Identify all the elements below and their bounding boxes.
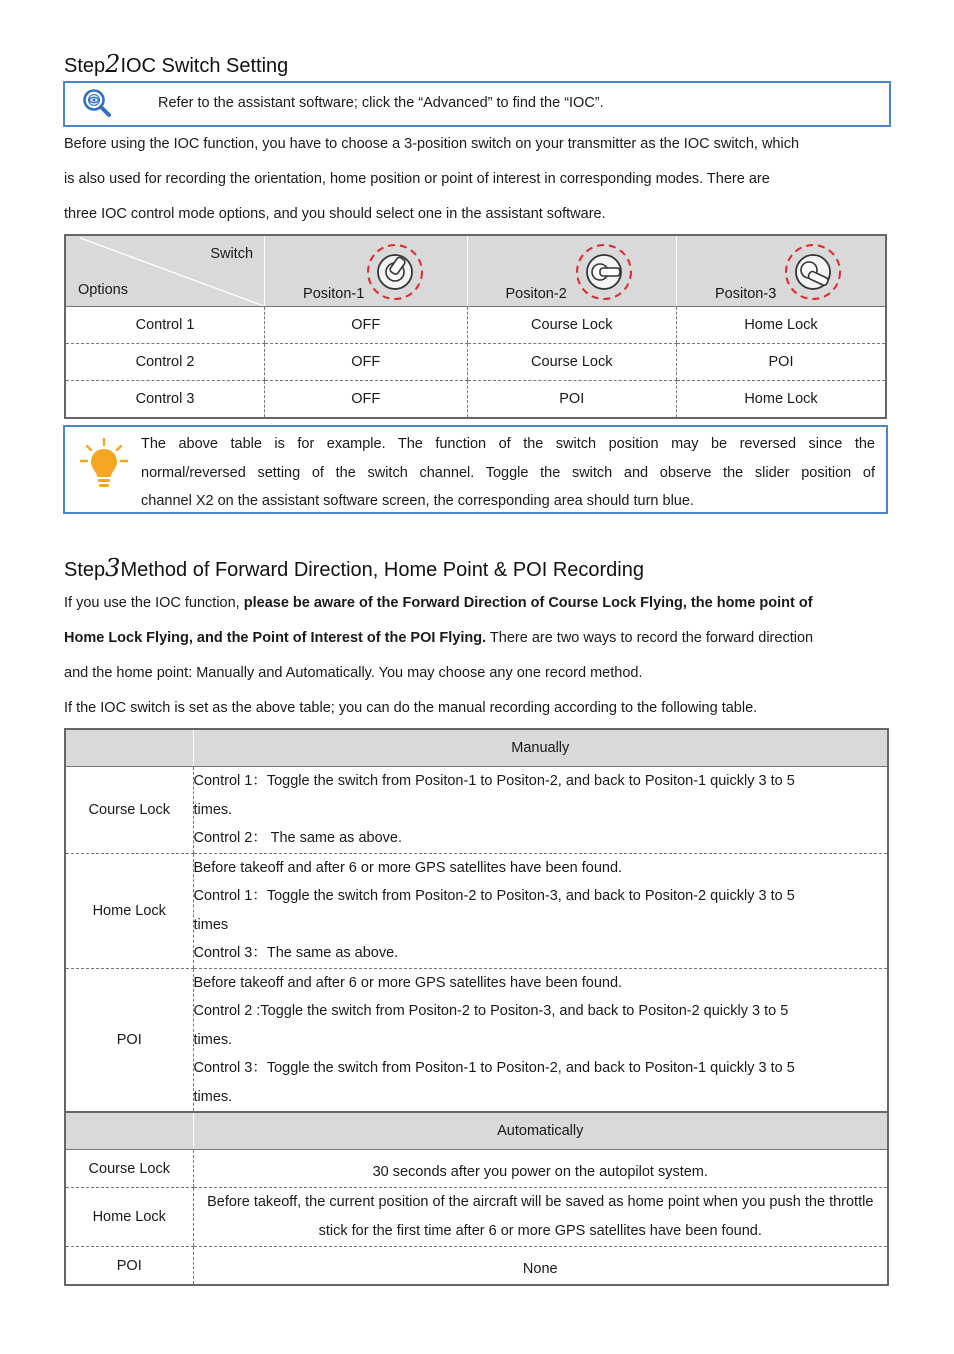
note-text-software: Refer to the assistant software; click the “Advanced” to find the “IOC”. [158, 95, 604, 111]
mode-cell: Course Lock [65, 1150, 193, 1188]
table-cell: POI [677, 344, 887, 381]
step3-title: Method of Forward Direction, Home Point & POI Recording [120, 559, 644, 581]
auto-description-cell: 30 seconds after you power on the autopilot system. [193, 1150, 888, 1188]
instruction-line: Before takeoff and after 6 or more GPS satellites have been found. [193, 859, 623, 876]
step2-title: IOC Switch Setting [120, 55, 289, 77]
corner-switch-label: Switch [210, 246, 254, 262]
instruction-cell [193, 968, 888, 1112]
ioc-mode-table [64, 234, 887, 419]
step2-number: 2 [105, 50, 121, 78]
text-span: There are two ways to record the forward direction [486, 630, 814, 646]
intro-line-2: is also used for recording the orientation, home position or point of interest in corresponding modes. There are [64, 171, 770, 187]
note-box-software [63, 81, 891, 127]
manual-header: Manually [193, 729, 888, 767]
table-cell: Course Lock [467, 307, 677, 344]
table-header-row [65, 235, 886, 307]
instruction-line: times. [193, 1031, 233, 1048]
position-label: Positon-2 [505, 286, 567, 302]
switch-icon [783, 242, 843, 302]
bold-text: Home Lock Flying, and the Point of Interest of the POI Flying. [64, 630, 487, 646]
intro-paragraph [64, 127, 884, 232]
table-row [65, 767, 888, 854]
blank-header-cell [65, 729, 193, 767]
table-cell: Home Lock [677, 381, 887, 419]
recording-paragraph [64, 586, 884, 726]
instruction-line: Control 1：Toggle the switch from Positon-1 to Positon-2, and back to Positon-1 quickly 3 to 5 [193, 773, 795, 789]
note-box-example [63, 425, 888, 514]
intro-line-1: Before using the IOC function, you have to choose a 3-position switch on your transmitter as the IOC switch, which [64, 136, 800, 152]
instruction-line: times [193, 916, 229, 933]
instruction-line: Control 2 :Toggle the switch from Positon-2 to Positon-3, and back to Positon-2 quickly 3 to 5 [193, 1003, 789, 1019]
switch-icon [574, 242, 634, 302]
step2-prefix: Step [64, 55, 106, 77]
table-cell: OFF [265, 307, 467, 344]
note-line-1: The above table is for example. The function of the switch position may be reversed since the [141, 436, 875, 452]
instruction-line: Control 3：The same as above. [193, 945, 399, 961]
intro-line-3: three IOC control mode options, and you should select one in the assistant software. [64, 206, 606, 222]
instruction-line: times. [193, 801, 233, 818]
auto-header-row [65, 1112, 888, 1150]
table-row [65, 381, 886, 419]
table-row [65, 968, 888, 1112]
table-cell: Course Lock [467, 344, 677, 381]
note-line-2: normal/reversed setting of the switch channel. Toggle the switch and observe the slider position of [141, 464, 875, 481]
magnifier-icon [81, 88, 113, 118]
position-1-header [265, 235, 467, 307]
table-cell: Home Lock [677, 307, 887, 344]
lightbulb-icon [79, 437, 129, 493]
option-cell: Control 2 [65, 344, 265, 381]
step2-heading [64, 50, 288, 78]
step3-heading [64, 554, 644, 582]
blank-header-cell [65, 1112, 193, 1150]
table-row [65, 307, 886, 344]
option-cell: Control 1 [65, 307, 265, 344]
instruction-line: Control 1：Toggle the switch from Positon-2 to Positon-3, and back to Positon-2 quickly 3 to 5 [193, 888, 795, 904]
position-label: Positon-1 [303, 286, 365, 302]
instruction-line: Control 3：Toggle the switch from Positon-1 to Positon-2, and back to Positon-1 quickly 3 to 5 [193, 1060, 795, 1076]
recording-method-table [64, 728, 889, 1286]
table-cell: OFF [265, 344, 467, 381]
table-row [65, 344, 886, 381]
instruction-line: Before takeoff and after 6 or more GPS satellites have been found. [193, 974, 623, 991]
mode-cell: Course Lock [65, 767, 193, 854]
manual-header-row [65, 729, 888, 767]
step3-number: 3 [105, 554, 121, 582]
instruction-cell [193, 767, 888, 854]
auto-description-cell: None [193, 1247, 888, 1286]
table-cell: OFF [265, 381, 467, 419]
mode-cell: Home Lock [65, 1188, 193, 1247]
note-line-3: channel X2 on the assistant software screen, the corresponding area should turn blue. [141, 493, 694, 509]
recording-line-2 [64, 621, 884, 656]
manual-intro-line: If the IOC switch is set as the above table; you can do the manual recording according to the following table. [64, 700, 758, 716]
table-row [65, 1247, 888, 1286]
instruction-line: times. [193, 1088, 233, 1105]
step3-prefix: Step [64, 559, 106, 581]
mode-cell: Home Lock [65, 853, 193, 968]
auto-description-cell: Before takeoff, the current position of the aircraft will be saved as home point when you push the throttle stick for the first time after 6 or more GPS satellites have been found. [193, 1188, 888, 1247]
instruction-line: Control 2： The same as above. [193, 830, 402, 846]
option-cell: Control 3 [135, 391, 195, 407]
mode-cell: POI [116, 1257, 142, 1274]
note-text-example [141, 430, 875, 516]
corner-cell [65, 235, 265, 307]
auto-header: Automatically [193, 1112, 888, 1150]
table-cell: POI [467, 381, 677, 419]
mode-cell: POI [65, 968, 193, 1112]
recording-line-3: and the home point: Manually and Automatically. You may choose any one record method. [64, 665, 643, 681]
text-span: If you use the IOC function, [64, 595, 244, 611]
corner-options-label: Options [78, 282, 128, 298]
instruction-cell [193, 853, 888, 968]
table-row [65, 1188, 888, 1247]
switch-icon [365, 242, 425, 302]
recording-line-1 [64, 586, 884, 621]
position-2-header [467, 235, 677, 307]
bold-text: please be aware of the Forward Direction of Course Lock Flying, the home point of [243, 595, 813, 611]
position-label: Positon-3 [715, 286, 777, 302]
table-row [65, 853, 888, 968]
position-3-header [677, 235, 887, 307]
table-row [65, 1150, 888, 1188]
